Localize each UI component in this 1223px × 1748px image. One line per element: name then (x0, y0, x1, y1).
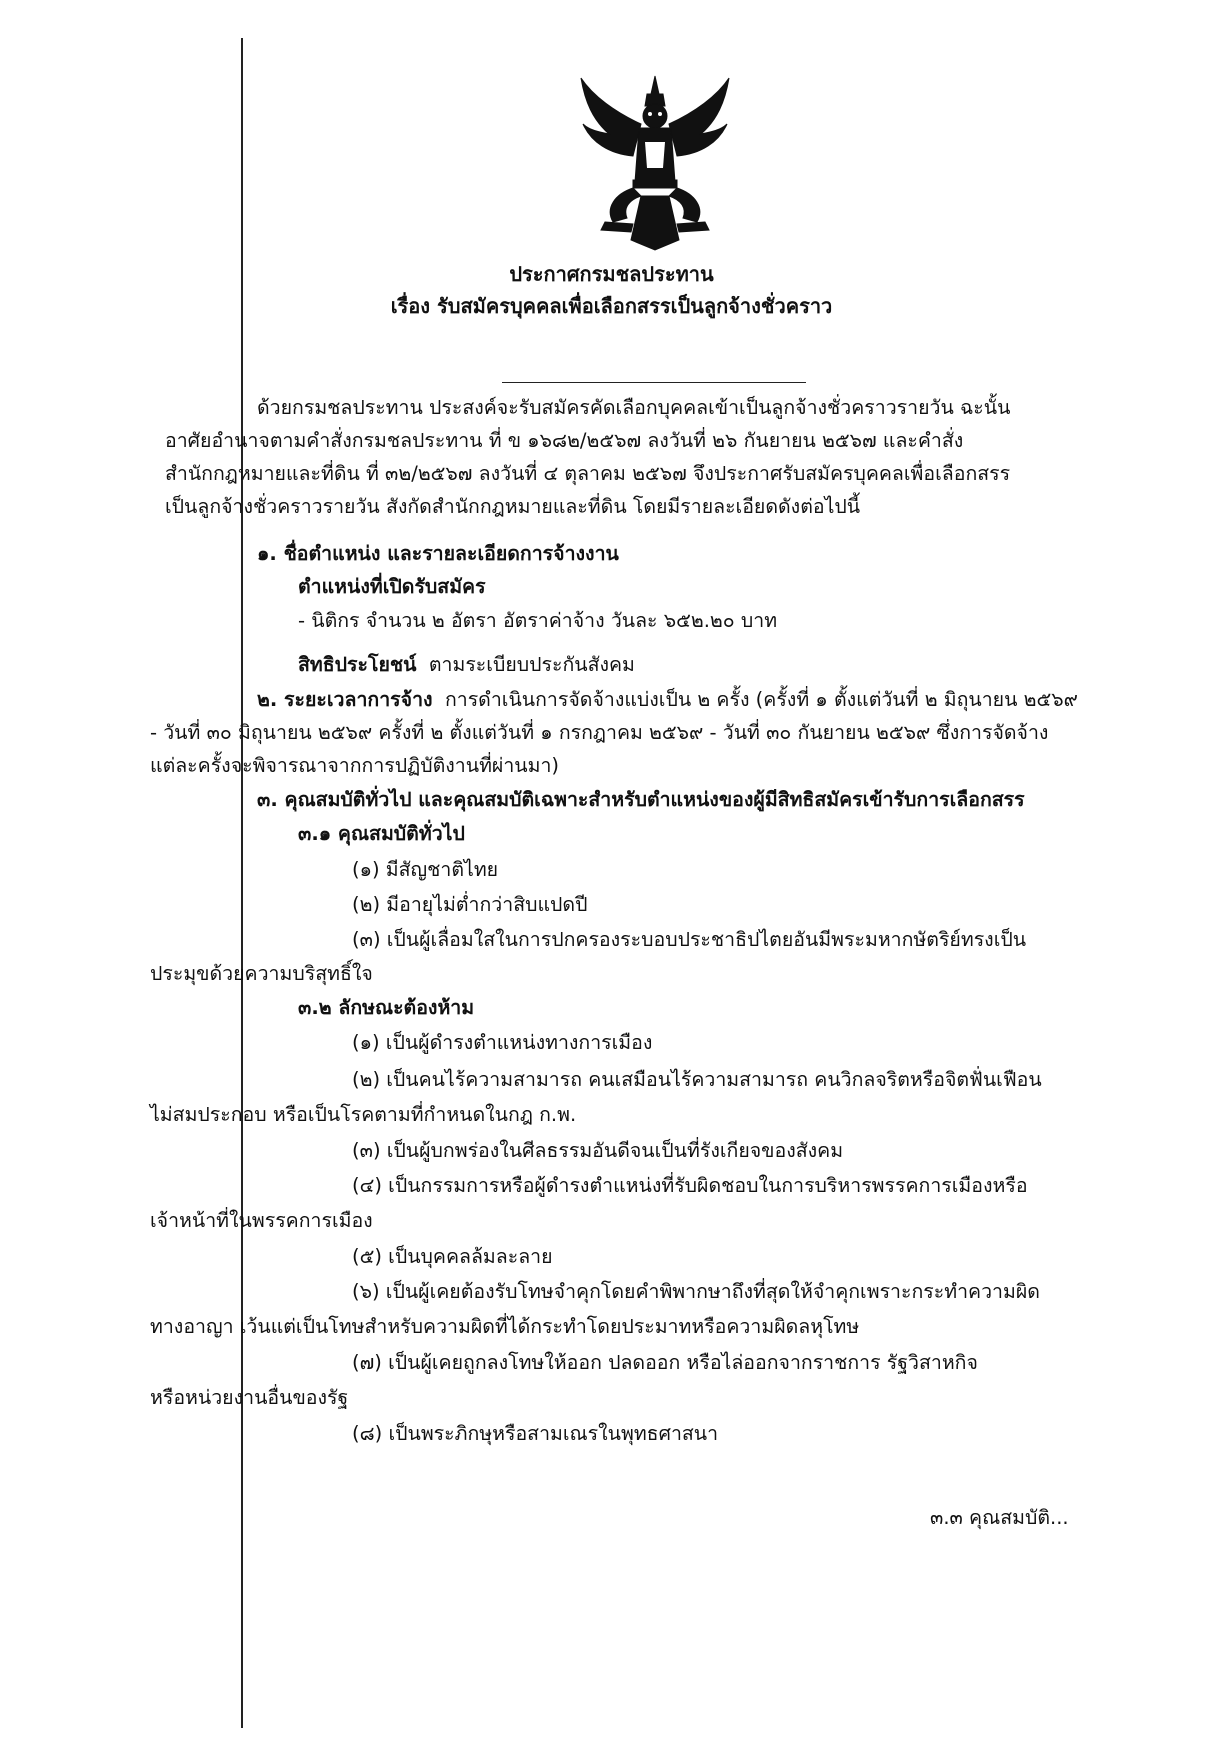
section-1-heading: ๑. ชื่อตำแหน่ง และรายละเอียดการจ้างงาน (257, 542, 619, 565)
benefits-label: สิทธิประโยชน์ (298, 653, 417, 676)
prohibition-item: (๕) เป็นบุคคลล้มละลาย (352, 1245, 553, 1268)
announcement-subject: เรื่อง รับสมัครบุคคลเพื่อเลือกสรรเป็นลูกจ้างชั่วคราว (390, 294, 833, 318)
section-2-line-1 (257, 686, 1078, 714)
prohibition-item: (๑) เป็นผู้ดำรงตำแหน่งทางการเมือง (352, 1031, 653, 1054)
prohibition-item-continuation: ไม่สมประกอบ หรือเป็นโรคตามที่กำหนดในกฎ ก.พ. (150, 1103, 577, 1126)
section-3-1-heading: ๓.๑ คุณสมบัติทั่วไป (298, 822, 465, 845)
intro-line-4: เป็นลูกจ้างชั่วคราวรายวัน สังกัดสำนักกฎหมายและที่ดิน โดยมีรายละเอียดดังต่อไปนี้ (165, 495, 861, 518)
prohibition-item: (๖) เป็นผู้เคยต้องรับโทษจำคุกโดยคำพิพากษาถึงที่สุดให้จำคุกเพราะกระทำความผิด (352, 1280, 1040, 1303)
prohibition-item: (๓) เป็นผู้บกพร่องในศีลธรรมอันดีจนเป็นที่รังเกียจของสังคม (352, 1139, 844, 1162)
intro-line-2: อาศัยอำนาจตามคำสั่งกรมชลประทาน ที่ ข ๑๖๘๒/๒๕๖๗ ลงวันที่ ๒๖ กันยายน ๒๕๖๗ และคำสั่ง (165, 429, 964, 452)
intro-line-1: ด้วยกรมชลประทาน ประสงค์จะรับสมัครคัดเลือกบุคคลเข้าเป็นลูกจ้างชั่วคราวรายวัน ฉะนั้น (257, 396, 1011, 419)
title-underline-divider (502, 382, 806, 383)
section-2-line-3: แต่ละครั้งจะพิจารณาจากการปฏิบัติงานที่ผ่านมา) (150, 754, 560, 777)
qualification-item: (๓) เป็นผู้เลื่อมใสในการปกครองระบอบประชาธิปไตยอันมีพระมหากษัตริย์ทรงเป็น (352, 928, 1027, 951)
section-2-label: ๒. ระยะเวลาการจ้าง (257, 688, 433, 711)
section-2-text: การดำเนินการจัดจ้างแบ่งเป็น ๒ ครั้ง (ครั้งที่ ๑ ตั้งแต่วันที่ ๒ มิถุนายน ๒๕๖๙ (444, 688, 1078, 711)
qualification-item-continuation: ประมุขด้วยความบริสุทธิ์ใจ (150, 962, 373, 985)
prohibition-item: (๔) เป็นกรรมการหรือผู้ดำรงตำแหน่งที่รับผิดชอบในการบริหารพรรคการเมืองหรือ (352, 1174, 1028, 1197)
prohibition-item: (๘) เป็นพระภิกษุหรือสามเณรในพุทธศาสนา (352, 1422, 719, 1445)
page-continuation-note: ๓.๓ คุณสมบัติ... (930, 1506, 1069, 1529)
prohibition-item: (๗) เป็นผู้เคยถูกลงโทษให้ออก ปลดออก หรือไล่ออกจากราชการ รัฐวิสาหกิจ (352, 1351, 978, 1374)
prohibition-item-continuation: เจ้าหน้าที่ในพรรคการเมือง (150, 1209, 373, 1232)
position-detail: - นิติกร จำนวน ๒ อัตรา อัตราค่าจ้าง วันละ ๖๕๒.๒๐ บาท (298, 609, 778, 632)
benefits-value: ตามระเบียบประกันสังคม (428, 653, 635, 676)
section-3-heading: ๓. คุณสมบัติทั่วไป และคุณสมบัติเฉพาะสำหรับตำแหน่งของผู้มีสิทธิสมัครเข้ารับการเลือกสรร (257, 788, 1025, 811)
section-3-2-heading: ๓.๒ ลักษณะต้องห้าม (298, 996, 475, 1019)
garuda-emblem-icon (575, 72, 735, 252)
prohibition-item-continuation: ทางอาญา เว้นแต่เป็นโทษสำหรับความผิดที่ได้กระทำโดยประมาทหรือความผิดลหุโทษ (150, 1315, 860, 1338)
announcement-title: ประกาศกรมชลประทาน (509, 262, 714, 286)
qualification-item: (๑) มีสัญชาติไทย (352, 858, 499, 881)
intro-line-3: สำนักกฎหมายและที่ดิน ที่ ๓๒/๒๕๖๗ ลงวันที่ ๔ ตุลาคม ๒๕๖๗ จึงประกาศรับสมัครบุคคลเพื่อเลือกสรร (165, 462, 1011, 485)
benefits-line (298, 651, 635, 679)
section-2-line-2: - วันที่ ๓๐ มิถุนายน ๒๕๖๙ ครั้งที่ ๒ ตั้งแต่วันที่ ๑ กรกฎาคม ๒๕๖๙ - วันที่ ๓๐ กันยายน ๒๕๖๙ ซึ่งการจัดจ้าง (150, 721, 1049, 744)
prohibition-item: (๒) เป็นคนไร้ความสามารถ คนเสมือนไร้ความสามารถ คนวิกลจริตหรือจิตฟั่นเฟือน (352, 1068, 1042, 1091)
qualification-item: (๒) มีอายุไม่ต่ำกว่าสิบแปดปี (352, 893, 588, 916)
prohibition-item-continuation: หรือหน่วยงานอื่นของรัฐ (150, 1386, 349, 1409)
section-1-subheading: ตำแหน่งที่เปิดรับสมัคร (298, 575, 486, 598)
